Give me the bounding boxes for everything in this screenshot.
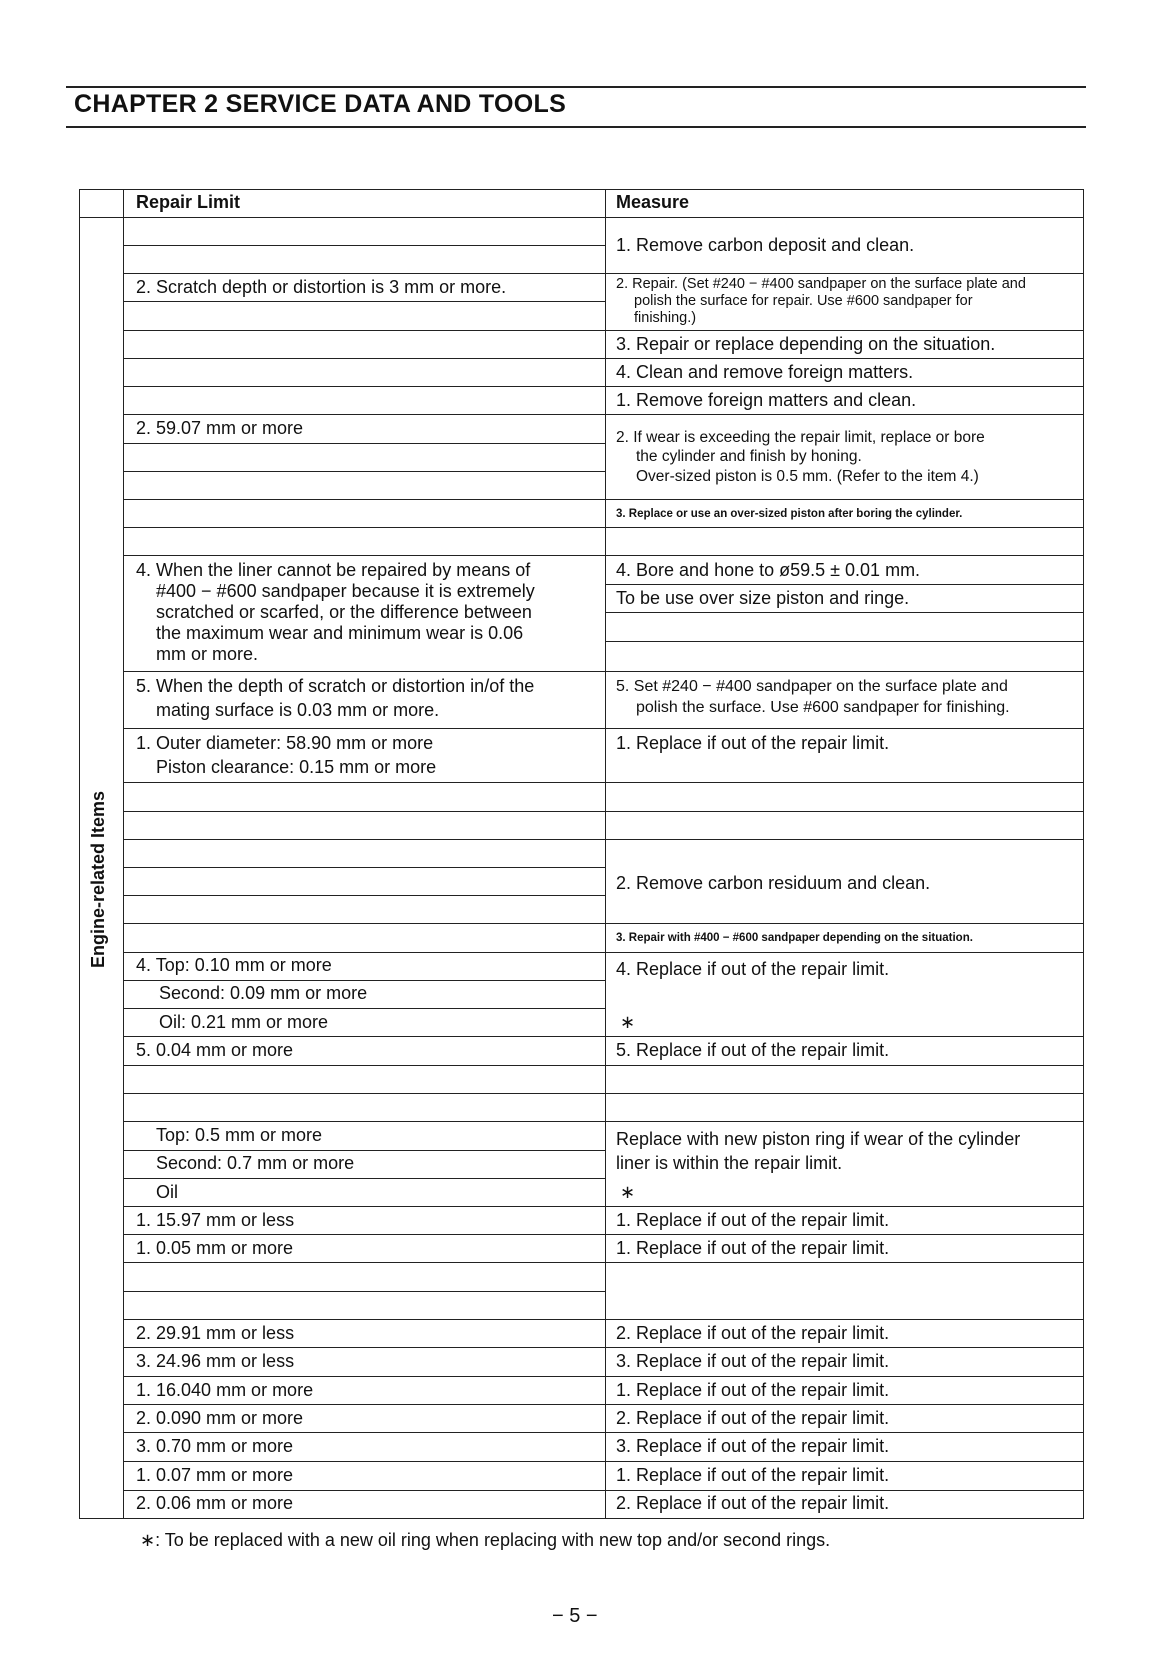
- top-rule: [66, 86, 1086, 88]
- header-divider: [79, 217, 1084, 218]
- right-wear-1: 2. If wear is exceeding the repair limit, replace or bore: [616, 429, 985, 446]
- header-measure: Measure: [616, 192, 690, 212]
- left-r-0090: 2. 0.090 mm or more: [136, 1408, 304, 1428]
- left-r-005: 1. 0.05 mm or more: [136, 1238, 294, 1258]
- right-replace-e: 1. Replace if out of the repair limit.: [616, 1380, 890, 1400]
- right-piston-ring-1: Replace with new piston ring if wear of the cylinder: [616, 1129, 1021, 1149]
- left-liner-1: 4. When the liner cannot be repaired by means of: [136, 560, 531, 580]
- right-repair-with: 3. Repair with #400 − #600 sandpaper depending on the situation.: [616, 932, 973, 944]
- left-r-2496: 3. 24.96 mm or less: [136, 1351, 295, 1371]
- right-bore-hone: 4. Bore and hone to ø59.5 ± 0.01 mm.: [616, 560, 921, 580]
- right-replace-b: 1. Replace if out of the repair limit.: [616, 1238, 890, 1258]
- left-gap-second: Second: 0.7 mm or more: [156, 1153, 355, 1173]
- left-liner-4: the maximum wear and minimum wear is 0.06: [156, 623, 524, 643]
- right-remove-foreign: 1. Remove foreign matters and clean.: [616, 390, 917, 410]
- page-number: − 5 −: [552, 1605, 598, 1627]
- right-repair-2: polish the surface for repair. Use #600 sandpaper for: [634, 293, 973, 309]
- left-mating-1: 5. When the depth of scratch or distortion in/of the: [136, 676, 535, 696]
- right-oversize-ring: To be use over size piston and ringe.: [616, 588, 910, 608]
- left-r-006: 2. 0.06 mm or more: [136, 1493, 294, 1513]
- side-label: Engine-related Items: [88, 790, 108, 968]
- right-repair-replace: 3. Repair or replace depending on the situation.: [616, 334, 996, 354]
- right-repair-3: finishing.): [634, 310, 697, 326]
- left-gap-oil: Oil: [156, 1182, 178, 1202]
- right-star-2: ∗: [620, 1182, 636, 1202]
- right-replace-1: 1. Replace if out of the repair limit.: [616, 733, 890, 753]
- left-outer-1: 1. Outer diameter: 58.90 mm or more: [136, 733, 434, 753]
- right-set-2: polish the surface. Use #600 sandpaper for finishing.: [636, 699, 1010, 716]
- right-carbon-residuum: 2. Remove carbon residuum and clean.: [616, 873, 931, 893]
- left-second: Second: 0.09 mm or more: [159, 983, 368, 1003]
- left-r-2991: 2. 29.91 mm or less: [136, 1323, 295, 1343]
- chapter-title: CHAPTER 2 SERVICE DATA AND TOOLS: [74, 90, 567, 118]
- right-wear-2: the cylinder and finish by honing.: [636, 448, 862, 465]
- right-replace-a: 1. Replace if out of the repair limit.: [616, 1210, 890, 1230]
- right-carbon: 1. Remove carbon deposit and clean.: [616, 235, 915, 255]
- left-bore-59: 2. 59.07 mm or more: [136, 418, 304, 438]
- left-r-16040: 1. 16.040 mm or more: [136, 1380, 314, 1400]
- right-piston-ring-2: liner is within the repair limit.: [616, 1153, 843, 1173]
- left-mating-2: mating surface is 0.03 mm or more.: [156, 700, 440, 720]
- right-set-1: 5. Set #240 − #400 sandpaper on the surface plate and: [616, 678, 1008, 695]
- left-gap-top: Top: 0.5 mm or more: [156, 1125, 323, 1145]
- right-oversize: 3. Replace or use an over-sized piston after boring the cylinder.: [616, 508, 963, 520]
- left-liner-5: mm or more.: [156, 644, 259, 664]
- right-star-1: ∗: [620, 1012, 636, 1032]
- right-replace-4: 4. Replace if out of the repair limit.: [616, 959, 890, 979]
- right-replace-i: 2. Replace if out of the repair limit.: [616, 1493, 890, 1513]
- left-scratch: 2. Scratch depth or distortion is 3 mm or more.: [136, 277, 507, 297]
- left-liner-3: scratched or scarfed, or the difference between: [156, 602, 532, 622]
- right-repair-1: 2. Repair. (Set #240 − #400 sandpaper on the surface plate and: [616, 276, 1026, 292]
- left-r-004: 5. 0.04 mm or more: [136, 1040, 294, 1060]
- left-r-1597: 1. 15.97 mm or less: [136, 1210, 295, 1230]
- right-replace-f: 2. Replace if out of the repair limit.: [616, 1408, 890, 1428]
- left-oil: Oil: 0.21 mm or more: [159, 1012, 329, 1032]
- footnote: ∗: To be replaced with a new oil ring when replacing with new top and/or second rings.: [140, 1530, 831, 1550]
- left-outer-2: Piston clearance: 0.15 mm or more: [156, 757, 437, 777]
- right-replace-c: 2. Replace if out of the repair limit.: [616, 1323, 890, 1343]
- right-replace-h: 1. Replace if out of the repair limit.: [616, 1465, 890, 1485]
- right-wear-3: Over-sized piston is 0.5 mm. (Refer to the item 4.): [636, 468, 979, 485]
- right-clean-foreign: 4. Clean and remove foreign matters.: [616, 362, 914, 382]
- header-repair-limit: Repair Limit: [136, 192, 241, 212]
- title-underline: [66, 126, 1086, 128]
- left-liner-2: #400 − #600 sandpaper because it is extremely: [156, 581, 535, 601]
- right-replace-5: 5. Replace if out of the repair limit.: [616, 1040, 890, 1060]
- left-r-070: 3. 0.70 mm or more: [136, 1436, 294, 1456]
- left-top: 4. Top: 0.10 mm or more: [136, 955, 332, 975]
- right-replace-d: 3. Replace if out of the repair limit.: [616, 1351, 890, 1371]
- right-replace-g: 3. Replace if out of the repair limit.: [616, 1436, 890, 1456]
- left-r-007: 1. 0.07 mm or more: [136, 1465, 294, 1485]
